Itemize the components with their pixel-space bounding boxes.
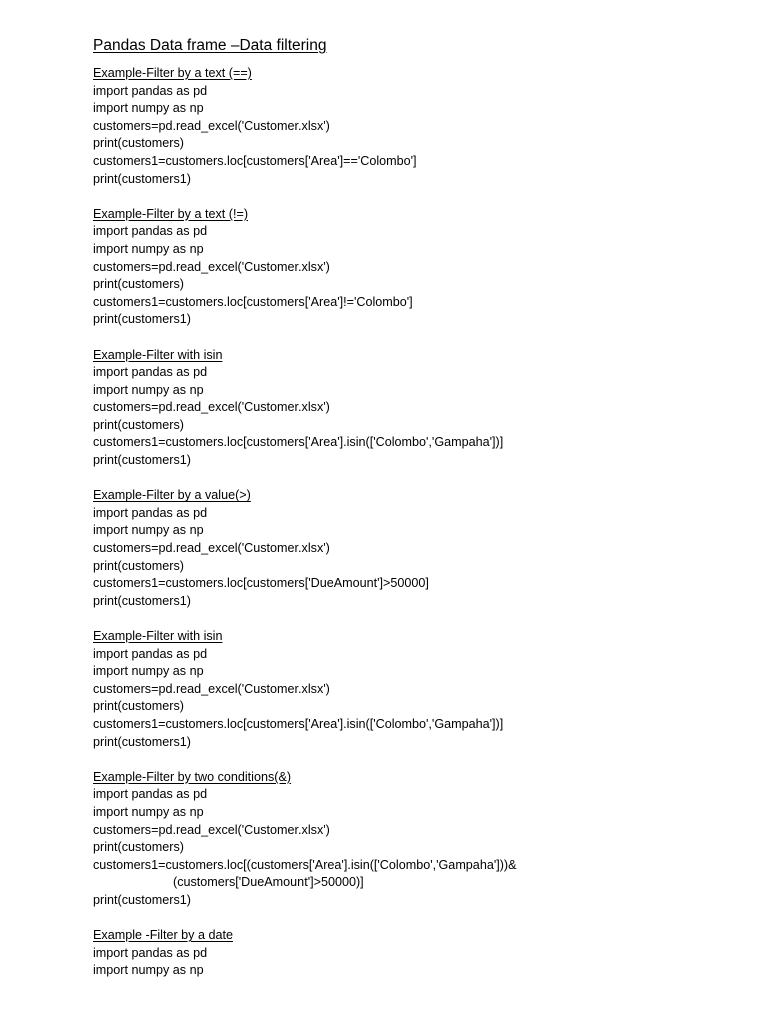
code-line: customers1=customers.loc[customers['DueAmount']>50000] bbox=[93, 576, 429, 591]
section-heading: Example-Filter by a text (==) bbox=[93, 66, 252, 80]
code-line: customers1=customers.loc[customers['Area']=='Colombo'] bbox=[93, 153, 417, 168]
code-line: customers=pd.read_excel('Customer.xlsx') bbox=[93, 259, 330, 274]
code-line: customers1=customers.loc[customers['Area'].isin(['Colombo','Gampaha'])] bbox=[93, 435, 504, 450]
example-section bbox=[93, 206, 733, 329]
example-section bbox=[93, 487, 733, 610]
code-line: print(customers) bbox=[93, 840, 184, 855]
code-line: import pandas as pd bbox=[93, 83, 208, 98]
code-line: print(customers1) bbox=[93, 734, 191, 749]
code-line: import numpy as np bbox=[93, 241, 204, 256]
code-line: import numpy as np bbox=[93, 523, 204, 538]
code-line: customers1=customers.loc[(customers['Area'].isin(['Colombo','Gampaha']))& bbox=[93, 857, 517, 872]
code-line: import pandas as pd bbox=[93, 365, 208, 380]
code-line: customers=pd.read_excel('Customer.xlsx') bbox=[93, 822, 330, 837]
code-line: print(customers) bbox=[93, 699, 184, 714]
code-line: print(customers) bbox=[93, 417, 184, 432]
code-line: import pandas as pd bbox=[93, 646, 208, 661]
code-line: print(customers1) bbox=[93, 453, 191, 468]
code-line: customers1=customers.loc[customers['Area'].isin(['Colombo','Gampaha'])] bbox=[93, 716, 504, 731]
code-line: print(customers1) bbox=[93, 312, 191, 327]
example-section bbox=[93, 347, 733, 470]
document-page bbox=[93, 36, 733, 997]
code-line: print(customers) bbox=[93, 558, 184, 573]
document-title: Pandas Data frame –Data filtering bbox=[93, 37, 327, 54]
code-line: print(customers1) bbox=[93, 892, 191, 907]
code-line: print(customers) bbox=[93, 136, 184, 151]
example-section bbox=[93, 628, 733, 751]
code-line: import numpy as np bbox=[93, 664, 204, 679]
code-line-continuation: (customers['DueAmount']>50000)] bbox=[173, 875, 364, 890]
section-heading: Example-Filter with isin bbox=[93, 629, 223, 643]
code-line: customers1=customers.loc[customers['Area']!='Colombo'] bbox=[93, 294, 413, 309]
code-line: import numpy as np bbox=[93, 101, 204, 116]
section-heading: Example-Filter by two conditions(&) bbox=[93, 769, 292, 784]
code-line: import numpy as np bbox=[93, 382, 204, 397]
example-section bbox=[93, 65, 733, 188]
section-heading: Example-Filter by a text (!=) bbox=[93, 206, 249, 221]
example-section bbox=[93, 927, 733, 980]
code-line: import numpy as np bbox=[93, 963, 204, 978]
code-line: import numpy as np bbox=[93, 804, 204, 819]
section-heading: Example-Filter with isin bbox=[93, 347, 223, 362]
code-line: import pandas as pd bbox=[93, 787, 208, 802]
code-line: print(customers) bbox=[93, 277, 184, 292]
code-line: import pandas as pd bbox=[93, 224, 208, 239]
code-line: customers=pd.read_excel('Customer.xlsx') bbox=[93, 400, 330, 415]
section-heading: Example-Filter by a value(>) bbox=[93, 488, 251, 503]
code-line: print(customers1) bbox=[93, 593, 191, 608]
code-line: customers=pd.read_excel('Customer.xlsx') bbox=[93, 118, 330, 133]
example-section bbox=[93, 769, 733, 910]
code-line: customers=pd.read_excel('Customer.xlsx') bbox=[93, 541, 330, 556]
code-line: import pandas as pd bbox=[93, 945, 208, 960]
section-heading: Example -Filter by a date bbox=[93, 928, 233, 943]
code-line: import pandas as pd bbox=[93, 505, 208, 520]
code-line: print(customers1) bbox=[93, 171, 191, 186]
code-line: customers=pd.read_excel('Customer.xlsx') bbox=[93, 681, 330, 696]
